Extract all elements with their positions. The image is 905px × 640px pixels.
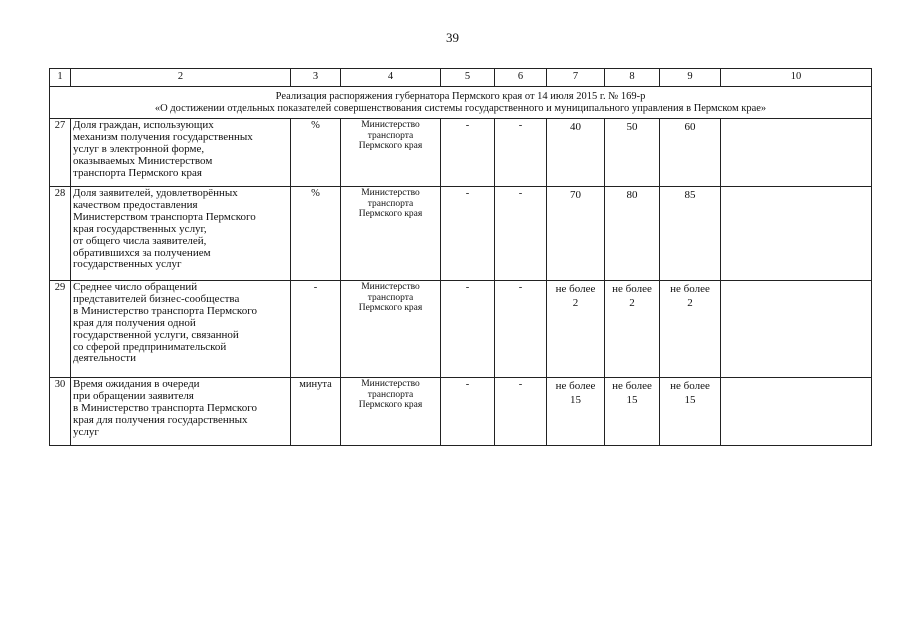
value-col7	[547, 378, 605, 446]
responsible-org	[341, 281, 441, 378]
indicator-name-line: в Министерство транспорта Пермского	[73, 401, 257, 414]
indicator-name-line: Министерством транспорта Пермского	[73, 210, 256, 223]
value-col7	[547, 119, 605, 187]
value-line: 60	[684, 121, 696, 134]
responsible-org-line: транспорта	[367, 198, 414, 209]
responsible-org-line: Министерство	[361, 282, 420, 293]
responsible-org-line: Министерство	[361, 120, 420, 131]
value-col9	[660, 119, 721, 187]
value-line: 15	[570, 394, 581, 407]
section-header-row	[50, 87, 872, 119]
value-line: 40	[570, 121, 581, 134]
value-col8	[605, 187, 660, 281]
indicator-name-line: оказываемых Министерством	[73, 154, 213, 167]
responsible-org	[341, 187, 441, 281]
row-number: 27	[50, 119, 71, 187]
value-col6: -	[495, 187, 547, 281]
value-line: не более	[555, 380, 596, 393]
responsible-org	[341, 378, 441, 446]
table-row	[50, 281, 872, 378]
value-col6: -	[495, 281, 547, 378]
indicator-name	[71, 281, 291, 378]
value-line: 2	[687, 297, 693, 310]
value-col5: -	[441, 119, 495, 187]
indicator-name-line: государственных услуг	[73, 258, 182, 271]
responsible-org-line: Пермского края	[358, 303, 423, 314]
table-row	[50, 187, 872, 281]
responsible-org-line: Министерство	[361, 188, 420, 199]
value-col8	[605, 281, 660, 378]
column-header: 8	[605, 69, 660, 87]
indicator-name-line: Доля граждан, использующих	[73, 119, 214, 132]
indicator-name-line: в Министерство транспорта Пермского	[73, 304, 257, 317]
value-col7	[547, 281, 605, 378]
responsible-org-line: Пермского края	[358, 141, 423, 152]
responsible-org-line: Министерство	[361, 379, 420, 390]
value-col9	[660, 378, 721, 446]
indicator-name-line: края для получения государственных	[73, 413, 248, 426]
indicator-name-line: деятельности	[73, 352, 136, 365]
value-line: 15	[684, 394, 696, 407]
page-number: 39	[446, 30, 459, 45]
indicator-name-line: от общего числа заявителей,	[73, 234, 207, 247]
value-line: не более	[612, 283, 652, 296]
indicator-name	[71, 119, 291, 187]
value-line: не более	[555, 283, 596, 296]
value-col10	[721, 187, 872, 281]
unit-cell: -	[291, 281, 341, 378]
table-row	[50, 119, 872, 187]
column-header: 10	[721, 69, 872, 87]
value-col10	[721, 281, 872, 378]
unit-cell: %	[291, 119, 341, 187]
row-number: 30	[50, 378, 71, 446]
value-line: 50	[626, 121, 638, 134]
section-subtitle: «О достижении отдельных показателей совершенствования системы государственного и муниципального управления в Пермском крае»	[154, 103, 767, 115]
value-line: 2	[629, 297, 635, 310]
value-line: 85	[684, 189, 696, 202]
indicator-table	[49, 68, 872, 446]
column-header: 7	[547, 69, 605, 87]
indicator-name-line: обратившихся за получением	[73, 246, 211, 259]
unit-cell: %	[291, 187, 341, 281]
column-header: 6	[495, 69, 547, 87]
indicator-name-line: Среднее число обращений	[73, 281, 198, 294]
indicator-name-line: Доля заявителей, удовлетворённых	[73, 187, 238, 200]
indicator-name-line: Время ожидания в очереди	[73, 378, 200, 391]
indicator-name-line: края для получения одной	[73, 316, 196, 329]
column-header: 5	[441, 69, 495, 87]
column-header: 4	[341, 69, 441, 87]
responsible-org	[341, 119, 441, 187]
responsible-org-line: Пермского края	[358, 209, 423, 220]
indicator-name-line: качеством предоставления	[73, 199, 198, 211]
value-col8	[605, 378, 660, 446]
indicator-name-line: государственной услуги, связанной	[73, 328, 239, 341]
indicator-name-line: со сферой предпринимательской	[73, 340, 227, 353]
indicator-name-line: транспорта Пермского края	[73, 166, 202, 179]
responsible-org-line: транспорта	[367, 389, 414, 400]
indicator-name	[71, 187, 291, 281]
value-line: не более	[670, 283, 710, 296]
row-number: 28	[50, 187, 71, 281]
column-header: 3	[291, 69, 341, 87]
section-header	[50, 87, 872, 119]
indicator-name	[71, 378, 291, 446]
value-col5: -	[441, 187, 495, 281]
value-col10	[721, 378, 872, 446]
indicator-name-line: края государственных услуг,	[73, 222, 207, 235]
value-col7	[547, 187, 605, 281]
section-title: Реализация распоряжения губернатора Пермского края от 14 июля 2015 г. № 169-р	[275, 91, 646, 102]
value-col9	[660, 187, 721, 281]
value-col10	[721, 119, 872, 187]
table-row	[50, 378, 872, 446]
column-number-row	[50, 69, 872, 87]
column-header: 1	[50, 69, 71, 87]
value-col6: -	[495, 378, 547, 446]
responsible-org-line: Пермского края	[358, 400, 423, 411]
value-col8	[605, 119, 660, 187]
value-line: не более	[612, 380, 652, 393]
value-line: 2	[572, 297, 579, 310]
table-body	[50, 119, 872, 446]
column-header: 2	[71, 69, 291, 87]
indicator-name-line: представителей бизнес-сообщества	[73, 293, 240, 305]
indicator-name-line: услуг в электронной форме,	[73, 142, 205, 155]
responsible-org-line: транспорта	[367, 292, 414, 303]
indicator-name-line: механизм получения государственных	[73, 131, 253, 143]
row-number: 29	[50, 281, 71, 378]
unit-cell: минута	[291, 378, 341, 446]
value-line: 70	[570, 189, 581, 202]
value-line: 15	[626, 394, 638, 407]
column-header: 9	[660, 69, 721, 87]
value-line: не более	[670, 380, 710, 393]
responsible-org-line: транспорта	[367, 130, 414, 141]
value-col9	[660, 281, 721, 378]
value-col5: -	[441, 281, 495, 378]
value-line: 80	[626, 189, 638, 202]
value-col6: -	[495, 119, 547, 187]
value-col5: -	[441, 378, 495, 446]
indicator-name-line: при обращении заявителя	[73, 390, 194, 402]
indicator-name-line: услуг	[73, 425, 99, 438]
